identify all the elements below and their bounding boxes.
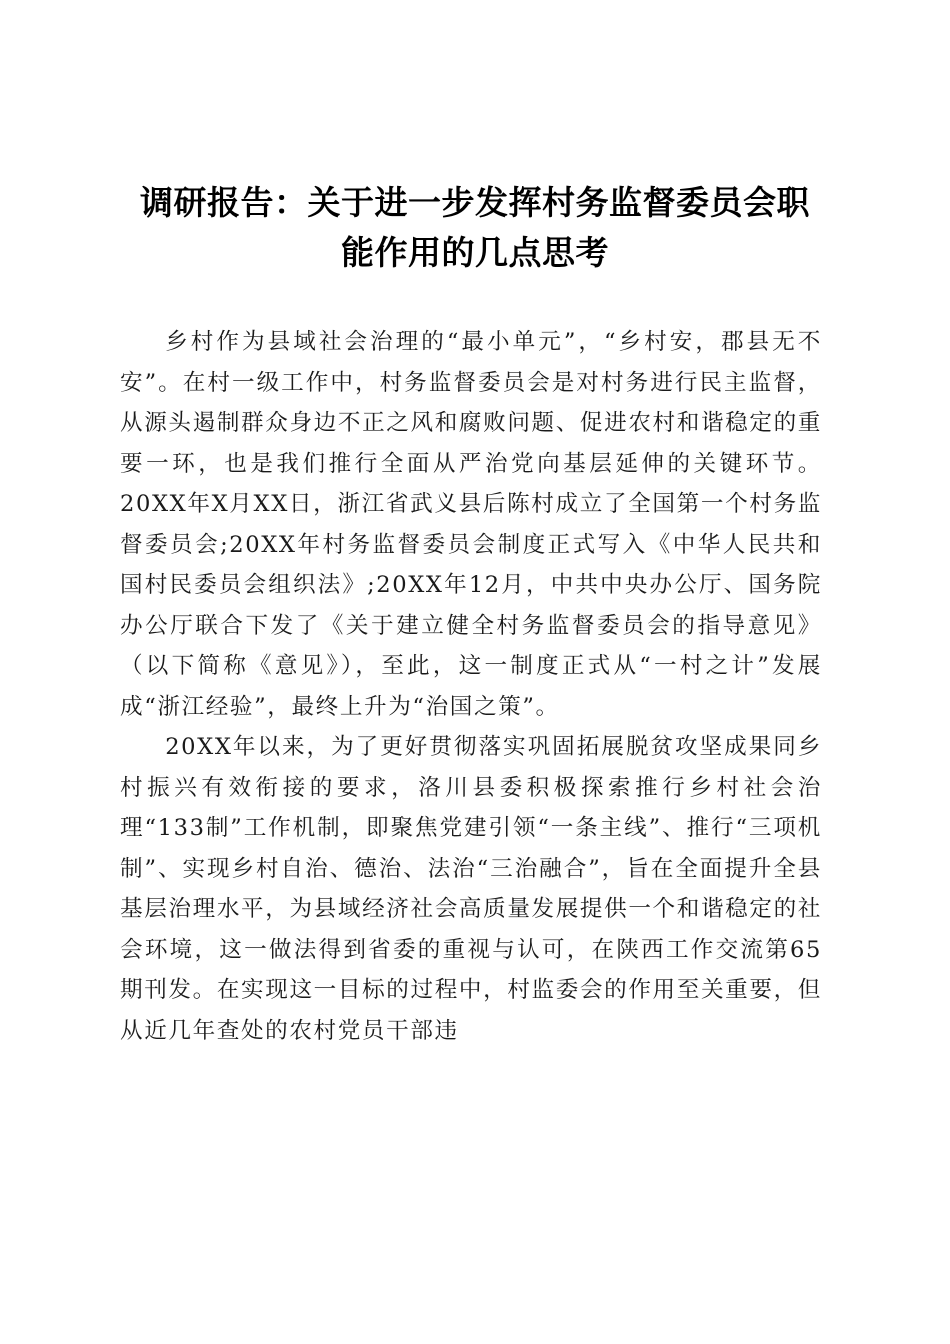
title-line-1: 调研报告：关于进一步发挥村务监督委员会职 bbox=[140, 183, 810, 222]
title-line-2: 能作用的几点思考 bbox=[341, 233, 609, 272]
document-title bbox=[110, 178, 840, 278]
paragraph-2: 20XX年以来，为了更好贯彻落实巩固拓展脱贫攻坚成果同乡村振兴有效衔接的要求，洛川县委积极探索推行乡村社会治理“133制”工作机制，即聚焦党建引领“一条主线”、推行“三项机制”、实现乡村自治、德治、法治“三治融合”，旨在全面提升全县基层治理水平，为县域经济社会高质量发展提供一个和谐稳定的社会环境，这一做法得到省委的重视与认可，在陕西工作交流第65期刊发。在实现这一目标的过程中，村监委会的作用至关重要，但从近几年查处的农村党员干部违 bbox=[120, 734, 822, 1044]
document-body bbox=[120, 322, 822, 1051]
paragraph-1: 乡村作为县域社会治理的“最小单元”，“乡村安，郡县无不安”。在村一级工作中，村务监督委员会是对村务进行民主监督，从源头遏制群众身边不正之风和腐败问题、促进农村和谐稳定的重要一环，也是我们推行全面从严治党向基层延伸的关键环节。20XX年X月XX日，浙江省武义县后陈村成立了全国第一个村务监督委员会;20XX年村务监督委员会制度正式写入《中华人民共和国村民委员会组织法》;20XX年12月，中共中央办公厅、国务院办公厅联合下发了《关于建立健全村务监督委员会的指导意见》（以下简称《意见》），至此，这一制度正式从“一村之计”发展成“浙江经验”，最终上升为“治国之策”。 bbox=[120, 329, 822, 720]
